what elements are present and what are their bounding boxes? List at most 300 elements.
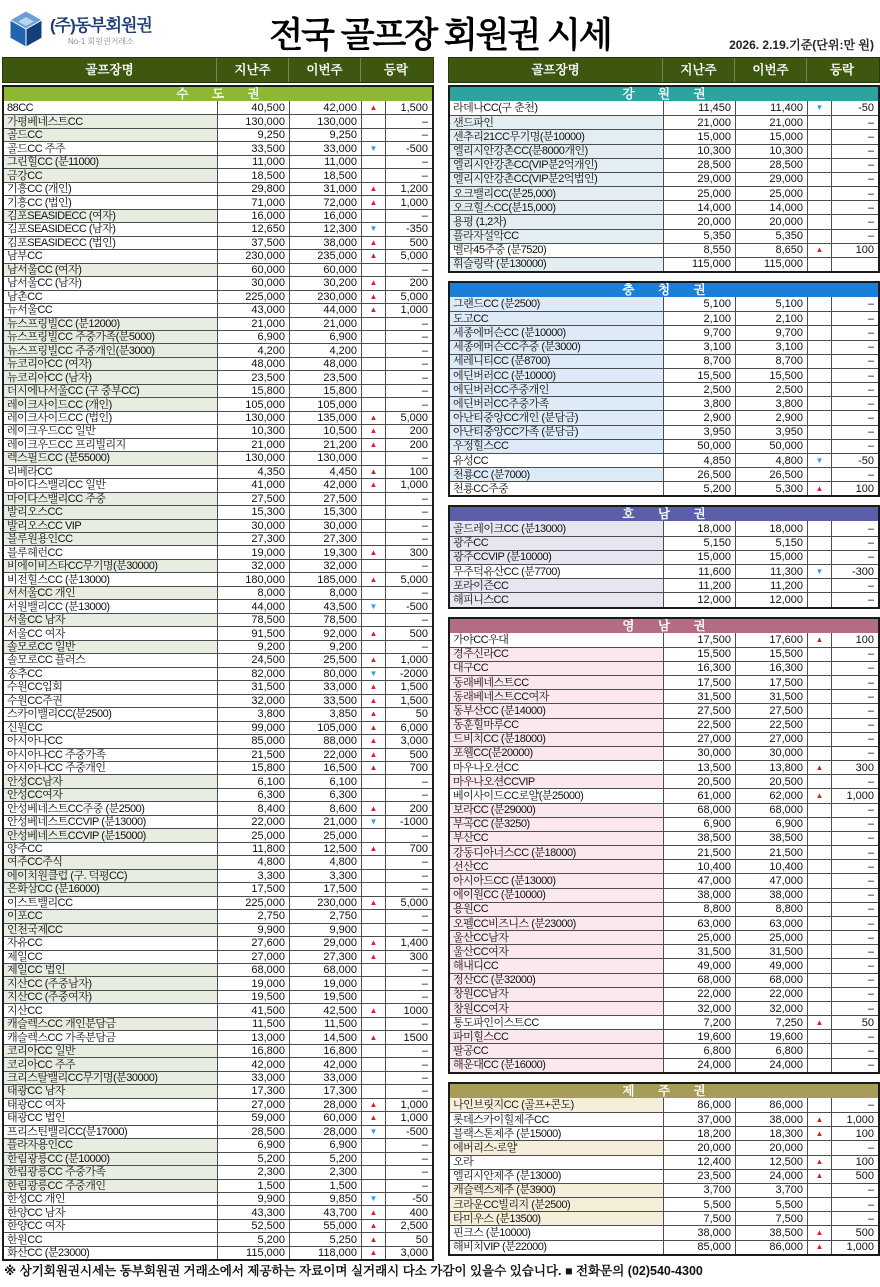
this-week-price: 9,200 [289, 641, 361, 653]
header-last-week: 지난주 [662, 58, 734, 82]
change-value: 300 [385, 546, 432, 558]
table-row [450, 817, 878, 831]
last-week-price: 99,000 [217, 722, 289, 734]
course-name: 마이다스밸리CC 일반 [4, 479, 217, 491]
change-value: -50 [385, 1193, 432, 1205]
change-value: – [831, 662, 878, 675]
last-week-price: 27,500 [217, 493, 289, 505]
last-week-price: 5,200 [663, 482, 735, 495]
change-value: – [831, 440, 878, 453]
table-row [450, 311, 878, 325]
change-value: – [831, 159, 878, 172]
no-change-cell [361, 1139, 385, 1151]
no-change-cell [807, 1030, 831, 1043]
change-value: – [831, 775, 878, 788]
change-value: – [831, 945, 878, 958]
up-arrow-icon: ▲ [361, 749, 385, 761]
table-row [4, 492, 432, 505]
no-change-cell [807, 1141, 831, 1154]
course-name: 안성CC여자 [4, 789, 217, 801]
last-week-price: 12,400 [663, 1156, 735, 1169]
change-value: 5,000 [385, 573, 432, 585]
down-arrow-icon: ▼ [361, 223, 385, 235]
course-name: 천룡CC (분7000) [450, 468, 663, 481]
table-row [4, 1192, 432, 1205]
this-week-price: 47,000 [735, 874, 807, 887]
last-week-price: 11,500 [217, 1018, 289, 1030]
logo-subtitle: No-1 회원권거래소 [67, 37, 134, 46]
last-week-price: 85,000 [663, 1241, 735, 1254]
this-week-price: 5,500 [735, 1198, 807, 1211]
last-week-price: 115,000 [663, 258, 735, 271]
course-name: 엘리시안강촌CC(분8000개인) [450, 145, 663, 158]
change-value: 400 [385, 1206, 432, 1218]
last-week-price: 2,750 [217, 910, 289, 922]
table-row [450, 229, 878, 243]
table-row [450, 1126, 878, 1140]
this-week-price: 230,000 [289, 897, 361, 909]
no-change-cell [807, 1184, 831, 1197]
table-row [4, 1165, 432, 1178]
no-change-cell [361, 129, 385, 141]
last-week-price: 18,000 [663, 521, 735, 535]
this-week-price: 2,300 [289, 1166, 361, 1178]
table-row [450, 1029, 878, 1043]
table-row [4, 774, 432, 787]
change-value: 1,000 [385, 1112, 432, 1124]
table-row [4, 276, 432, 289]
course-name: 서서울CC 개인 [4, 587, 217, 599]
course-name: 안성베네스트CCVIP (분13000) [4, 816, 217, 828]
no-change-cell [361, 1058, 385, 1070]
change-value: 1,500 [385, 695, 432, 707]
table-row [4, 640, 432, 653]
no-change-cell [807, 1198, 831, 1211]
course-name: 드비치CC (분18000) [450, 733, 663, 746]
this-week-price: 78,500 [289, 614, 361, 626]
last-week-price: 10,300 [663, 145, 735, 158]
table-row [450, 453, 878, 467]
last-week-price: 6,900 [217, 331, 289, 343]
course-name: 서울CC 여자 [4, 627, 217, 639]
this-week-price: 43,700 [289, 1206, 361, 1218]
table-row [450, 689, 878, 703]
this-week-price: 38,500 [735, 1226, 807, 1239]
change-value: – [831, 468, 878, 481]
last-week-price: 4,200 [217, 344, 289, 356]
course-name: 동훈힐마루CC [450, 719, 663, 732]
course-name: 솔모로CC 일반 [4, 641, 217, 653]
last-week-price: 22,000 [217, 816, 289, 828]
course-name: 핀크스 (분10000) [450, 1226, 663, 1239]
last-week-price: 21,500 [663, 846, 735, 859]
course-name: 경주신라CC [450, 648, 663, 661]
table-row [450, 101, 878, 115]
no-change-cell [807, 551, 831, 564]
no-change-cell [807, 326, 831, 339]
change-value: – [831, 187, 878, 200]
last-week-price: 10,300 [217, 425, 289, 437]
course-name: 마우나오션CCVIP [450, 775, 663, 788]
last-week-price: 8,550 [663, 244, 735, 257]
change-value: – [831, 676, 878, 689]
this-week-price: 27,500 [735, 704, 807, 717]
table-row [4, 1030, 432, 1043]
course-name: 용평 (1,2차) [450, 215, 663, 228]
course-name: 리베라CC [4, 466, 217, 478]
change-value: – [831, 1198, 878, 1211]
last-week-price: 22,500 [663, 719, 735, 732]
last-week-price: 27,500 [663, 704, 735, 717]
last-week-price: 13,500 [663, 761, 735, 774]
up-arrow-icon: ▲ [361, 762, 385, 774]
no-change-cell [807, 201, 831, 214]
no-change-cell [807, 889, 831, 902]
this-week-price: 10,300 [735, 145, 807, 158]
change-value: – [831, 593, 878, 606]
course-name: 가야CC우대 [450, 633, 663, 647]
table-row [4, 195, 432, 208]
this-week-price: 3,800 [735, 397, 807, 410]
no-change-cell [807, 903, 831, 916]
last-week-price: 5,200 [217, 1233, 289, 1245]
last-week-price: 19,000 [217, 977, 289, 989]
course-name: 오펠CC비즈니스 (분23000) [450, 917, 663, 930]
change-value: – [385, 883, 432, 895]
no-change-cell [807, 397, 831, 410]
course-name: 캐슬렉스CC 개인분담금 [4, 1018, 217, 1030]
this-week-price: 12,500 [289, 843, 361, 855]
change-value: – [831, 704, 878, 717]
last-week-price: 27,000 [217, 951, 289, 963]
change-value: -50 [831, 454, 878, 467]
this-week-price: 20,500 [735, 775, 807, 788]
last-week-price: 31,500 [663, 945, 735, 958]
change-value: – [385, 493, 432, 505]
table-row [4, 290, 432, 303]
course-name: 동래베네스트CC [450, 676, 663, 689]
last-week-price: 44,000 [217, 600, 289, 612]
this-week-price: 6,900 [289, 331, 361, 343]
last-week-price: 86,000 [663, 1098, 735, 1112]
last-week-price: 91,500 [217, 627, 289, 639]
table-row [450, 1140, 878, 1154]
change-value: 500 [385, 749, 432, 761]
course-name: 양주CC [4, 843, 217, 855]
last-week-price: 105,000 [217, 398, 289, 410]
this-week-price: 7,500 [735, 1212, 807, 1225]
course-name: 가평베네스트CC [4, 115, 217, 127]
table-row [450, 760, 878, 774]
table-row [450, 115, 878, 129]
table-row [450, 1098, 878, 1112]
last-week-price: 71,000 [217, 196, 289, 208]
last-week-price: 23,500 [217, 371, 289, 383]
course-name: 해피니스CC [450, 593, 663, 606]
change-value: 5,000 [385, 250, 432, 262]
no-change-cell [807, 215, 831, 228]
last-week-price: 20,500 [663, 775, 735, 788]
header-this-week: 이번주 [734, 58, 806, 82]
table-row [4, 384, 432, 397]
this-week-price: 28,500 [735, 159, 807, 172]
course-name: 뉴스프링빌CC 주중개인(분3000) [4, 344, 217, 356]
course-name: 세레니티CC (분8700) [450, 355, 663, 368]
table-row [4, 141, 432, 154]
up-arrow-icon: ▲ [807, 482, 831, 495]
region-section [448, 617, 880, 1074]
this-week-price: 29,000 [735, 173, 807, 186]
change-value: – [831, 903, 878, 916]
no-change-cell [807, 593, 831, 606]
this-week-price: 22,000 [735, 988, 807, 1001]
this-week-price: 17,600 [735, 633, 807, 647]
up-arrow-icon: ▲ [361, 843, 385, 855]
table-row [450, 439, 878, 453]
this-week-price: 32,000 [735, 1002, 807, 1015]
this-week-price: 24,000 [735, 1170, 807, 1183]
table-row [4, 505, 432, 518]
course-name: 크리스탈밸리CC무기명(분30000) [4, 1072, 217, 1084]
change-value: 50 [831, 1016, 878, 1029]
last-week-price: 49,000 [663, 959, 735, 972]
change-value: 6,000 [385, 722, 432, 734]
this-week-price: 28,000 [289, 1126, 361, 1138]
region-section [448, 1082, 880, 1256]
last-week-price: 3,300 [217, 870, 289, 882]
last-week-price: 33,500 [217, 142, 289, 154]
table-row [4, 613, 432, 626]
this-week-price: 25,000 [735, 931, 807, 944]
last-week-price: 8,000 [217, 587, 289, 599]
table-row [4, 667, 432, 680]
this-week-price: 30,200 [289, 277, 361, 289]
change-value: 100 [831, 482, 878, 495]
this-week-price: 2,100 [735, 312, 807, 325]
this-week-price: 5,300 [735, 482, 807, 495]
up-arrow-icon: ▲ [361, 951, 385, 963]
last-week-price: 17,500 [663, 633, 735, 647]
region-section [448, 85, 880, 273]
table-row [4, 397, 432, 410]
course-name: 에이치원클럽 (구. 덕평CC) [4, 870, 217, 882]
this-week-price: 38,000 [735, 1113, 807, 1126]
this-week-price: 5,100 [735, 297, 807, 311]
this-week-price: 19,300 [289, 546, 361, 558]
table-row [4, 801, 432, 814]
no-change-cell [807, 130, 831, 143]
this-week-price: 4,450 [289, 466, 361, 478]
course-name: 샌드파인 [450, 116, 663, 129]
last-week-price: 180,000 [217, 573, 289, 585]
this-week-price: 88,000 [289, 735, 361, 747]
last-week-price: 5,500 [663, 1198, 735, 1211]
no-change-cell [361, 371, 385, 383]
change-value: 5,000 [385, 291, 432, 303]
last-week-price: 2,500 [663, 383, 735, 396]
up-arrow-icon: ▲ [361, 412, 385, 424]
region-header: 영 남 권 [450, 619, 878, 633]
table-row [450, 172, 878, 186]
no-change-cell [807, 341, 831, 354]
table-row [450, 257, 878, 271]
table-row [450, 382, 878, 396]
this-week-price: 15,500 [735, 369, 807, 382]
course-name: 오크힐스CC(분15,000) [450, 201, 663, 214]
this-week-price: 21,000 [289, 318, 361, 330]
table-row [450, 592, 878, 606]
last-week-price: 230,000 [217, 250, 289, 262]
course-name: 해내디CC [450, 959, 663, 972]
change-value: – [385, 924, 432, 936]
up-arrow-icon: ▲ [361, 681, 385, 693]
change-value: – [831, 1044, 878, 1057]
this-week-price: 27,300 [289, 533, 361, 545]
this-week-price: 68,000 [735, 804, 807, 817]
last-week-price: 6,900 [663, 818, 735, 831]
this-week-price: 21,000 [735, 116, 807, 129]
table-row [450, 1183, 878, 1197]
this-week-price: 3,100 [735, 341, 807, 354]
course-name: 창원CC여자 [450, 1002, 663, 1015]
no-change-cell [807, 468, 831, 481]
course-name: 한양CC 남자 [4, 1206, 217, 1218]
change-value: 100 [385, 466, 432, 478]
change-value: – [385, 910, 432, 922]
table-row [450, 1015, 878, 1029]
table-row [4, 761, 432, 774]
this-week-price: 24,000 [735, 1059, 807, 1072]
course-name: 팔공CC [450, 1044, 663, 1057]
table-row [450, 536, 878, 550]
change-value: – [385, 964, 432, 976]
this-week-price: 5,250 [289, 1233, 361, 1245]
last-week-price: 30,000 [217, 277, 289, 289]
course-name: 마이다스밸리CC 주중 [4, 493, 217, 505]
change-value: – [385, 331, 432, 343]
last-week-price: 19,600 [663, 1030, 735, 1043]
change-value: 1500 [385, 1031, 432, 1043]
column-header [448, 57, 880, 83]
region-header: 충 청 권 [450, 283, 878, 297]
last-week-price: 11,450 [663, 101, 735, 115]
course-name: 롯데스카이힐제주CC [450, 1113, 663, 1126]
course-name: 한성CC 개인 [4, 1193, 217, 1205]
change-value: – [831, 1098, 878, 1112]
this-week-price: 16,300 [735, 662, 807, 675]
course-name: 레이크우드CC 프리빌리지 [4, 439, 217, 451]
table-row [450, 1225, 878, 1239]
change-value: – [831, 832, 878, 845]
this-week-price: 22,500 [735, 719, 807, 732]
course-name: 레이크사이드CC (법인) [4, 412, 217, 424]
table-row [4, 263, 432, 276]
last-week-price: 48,000 [217, 358, 289, 370]
this-week-price: 25,000 [289, 829, 361, 841]
no-change-cell [361, 115, 385, 127]
last-week-price: 38,000 [663, 889, 735, 902]
this-week-price: 31,000 [289, 183, 361, 195]
change-value: -500 [385, 600, 432, 612]
table-row [4, 707, 432, 720]
table-row [450, 873, 878, 887]
change-value: 700 [385, 843, 432, 855]
this-week-price: 86,000 [735, 1241, 807, 1254]
last-week-price: 68,000 [663, 974, 735, 987]
no-change-cell [807, 690, 831, 703]
no-change-cell [807, 704, 831, 717]
last-week-price: 68,000 [217, 964, 289, 976]
course-name: 지산CC (주중남자) [4, 977, 217, 989]
last-week-price: 3,100 [663, 341, 735, 354]
this-week-price: 14,500 [289, 1031, 361, 1043]
change-value: – [831, 369, 878, 382]
change-value: – [385, 169, 432, 181]
course-name: 유성CC [450, 454, 663, 467]
course-name: 기흥CC (개인) [4, 183, 217, 195]
change-value: – [831, 988, 878, 1001]
this-week-price: 9,700 [735, 326, 807, 339]
no-change-cell [807, 733, 831, 746]
table-row [450, 578, 878, 592]
change-value: 1,000 [831, 1113, 878, 1126]
table-row [450, 845, 878, 859]
table-row [450, 186, 878, 200]
change-value: – [831, 1212, 878, 1225]
this-week-price: 17,500 [289, 883, 361, 895]
no-change-cell [807, 1002, 831, 1015]
logo-title: (주)동부회원권 [50, 16, 152, 35]
change-value: – [385, 977, 432, 989]
no-change-cell [361, 856, 385, 868]
table-row [4, 694, 432, 707]
course-name: 에딘버러CC주중개인 [450, 383, 663, 396]
this-week-price: 2,750 [289, 910, 361, 922]
change-value: – [385, 1045, 432, 1057]
no-change-cell [361, 964, 385, 976]
last-week-price: 17,500 [663, 676, 735, 689]
last-week-price: 4,800 [217, 856, 289, 868]
last-week-price: 27,600 [217, 937, 289, 949]
course-name: 지산CC (주중여자) [4, 991, 217, 1003]
this-week-price: 11,300 [735, 565, 807, 578]
no-change-cell [807, 648, 831, 661]
last-week-price: 18,200 [663, 1127, 735, 1140]
change-value: 200 [385, 277, 432, 289]
course-name: 크라운CC빌리지 (분2500) [450, 1198, 663, 1211]
table-row [450, 521, 878, 535]
table-row [4, 128, 432, 141]
last-week-price: 47,000 [663, 874, 735, 887]
no-change-cell [361, 358, 385, 370]
no-change-cell [807, 1059, 831, 1072]
no-change-cell [807, 860, 831, 873]
last-week-price: 11,200 [663, 579, 735, 592]
no-change-cell [361, 210, 385, 222]
this-week-price: 27,500 [289, 493, 361, 505]
course-name: 엘리시안강촌CC(VIP분2억법인) [450, 173, 663, 186]
this-week-price: 8,650 [735, 244, 807, 257]
this-week-price: 42,000 [289, 479, 361, 491]
change-value: 1,200 [385, 183, 432, 195]
last-week-price: 29,000 [663, 173, 735, 186]
course-name: 엘리시안강촌CC(VIP분2억개인) [450, 159, 663, 172]
header-course-name: 골프장명 [531, 63, 580, 77]
course-name: 울산CC남자 [450, 931, 663, 944]
no-change-cell [807, 959, 831, 972]
course-name: 울산CC여자 [450, 945, 663, 958]
course-name: 천룡CC주중 [450, 482, 663, 495]
